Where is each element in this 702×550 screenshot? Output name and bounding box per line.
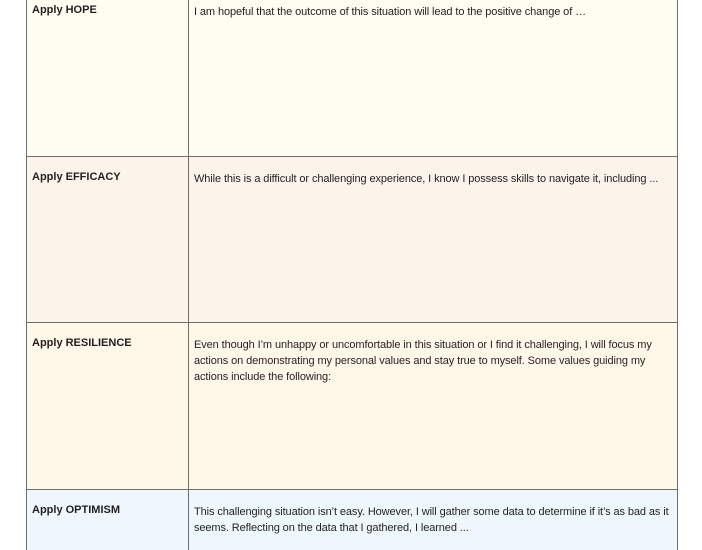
hope-label: Apply HOPE <box>27 0 189 156</box>
optimism-label: Apply OPTIMISM <box>27 490 189 550</box>
hope-row <box>27 0 677 157</box>
resilience-label: Apply RESILIENCE <box>27 323 189 489</box>
hope-prompt: I am hopeful that the outcome of this situation will lead to the positive change of … <box>194 6 587 18</box>
efficacy-prompt: While this is a difficult or challenging experience, I know I possess skills to navigate it, including ... <box>194 173 659 185</box>
optimism-prompt: This challenging situation isn’t easy. However, I will gather some data to determine if it’s as bad as it seems. Reflecting on the data that I gathered, I learned ... <box>194 506 669 534</box>
efficacy-label: Apply EFFICACY <box>27 157 189 322</box>
resilience-prompt: Even though I’m unhappy or uncomfortable in this situation or I find it challenging, I will focus my actions on demonstrating my personal values and stay true to myself. Some values guiding my actions include the following: <box>194 339 652 383</box>
reflection-worksheet-table <box>26 0 678 550</box>
efficacy-row <box>27 157 677 323</box>
optimism-row <box>27 490 677 550</box>
resilience-row <box>27 323 677 490</box>
